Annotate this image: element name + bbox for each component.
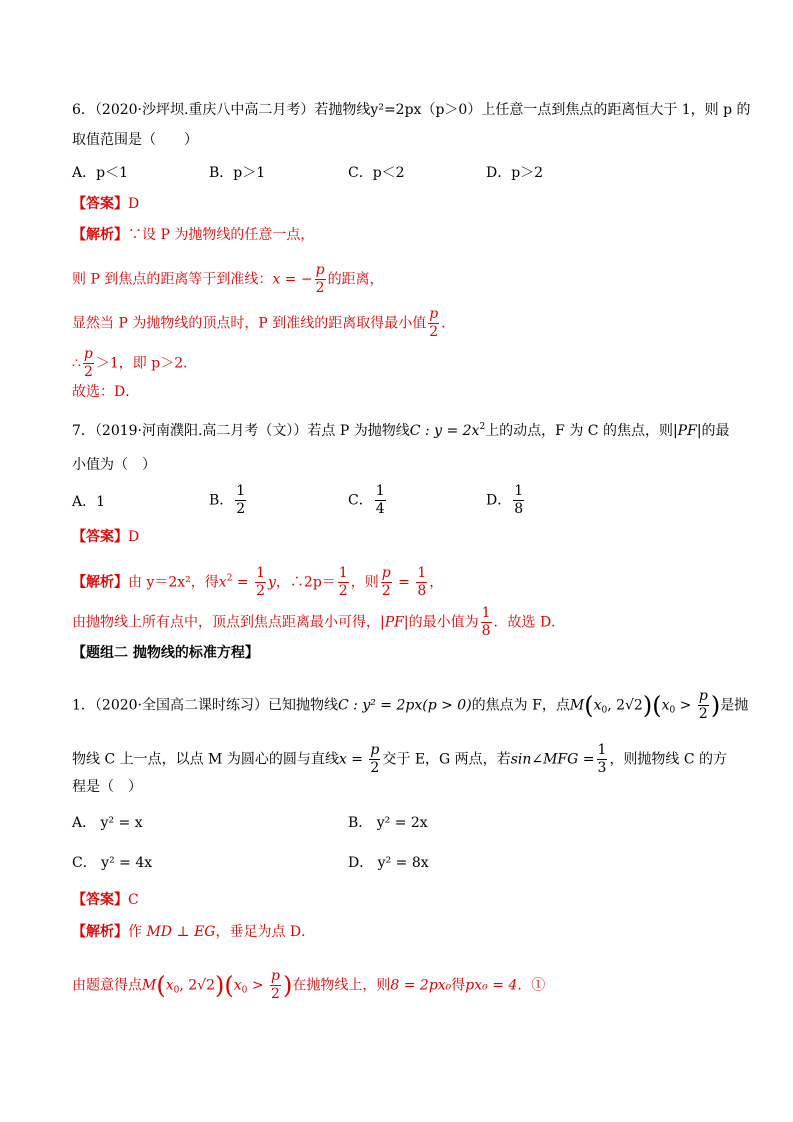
q7-analysis-line2: 由抛物线上所有点中，顶点到焦点距离最小可得，|PF|的最小值为 $\frac{1}{8}$ ．故选 D．: [72, 605, 566, 639]
q1-answer-line: [72, 890, 139, 910]
q6-answer-line: [72, 194, 139, 214]
q7-stem-line1: 7．（2019·河南濮阳.高二月考（文））若点 P 为抛物线C : $y = 2x^2$上的动点，F 为 C 的焦点，则|PF|的最: [72, 422, 730, 439]
q1-analysis-line2: 由题意得点$M(x_0$, $2√2)(x_0$ > $\frac{p}{2}$ )在抛物线上，则8 = 2px₀得px₀ = 4．①: [72, 968, 546, 1002]
q6-option-b: B．p＞1: [209, 165, 266, 181]
math-expr: sin∠MFG =: [510, 751, 595, 768]
q6-analysis-line2: [72, 262, 384, 297]
text: 由题意得点: [72, 977, 142, 994]
q6-option-a: A．p＜1: [72, 165, 128, 181]
q6-analysis-line5: 故选：D．: [72, 384, 140, 400]
q1-option-d: D． y² = 8x: [348, 855, 429, 871]
text: 1．（2020·全国高二课时练习）已知抛物线: [72, 697, 338, 714]
text: 由抛物线上所有点中，顶点到焦点距离最小可得，: [72, 614, 380, 631]
q7-answer-line: [72, 527, 139, 547]
q6-option-c: C．p＜2: [348, 165, 405, 181]
text: 则 P 到焦点的距离等于到准线：: [72, 271, 273, 288]
group-title: 【题组二 抛物线的标准方程】: [72, 645, 259, 661]
text: 作: [128, 924, 142, 940]
analysis-tag: 【解析】: [72, 574, 128, 591]
text: 7．（2019·河南濮阳.高二月考（文））若点 P 为抛物线: [72, 423, 410, 439]
math-expr: px₀ = 4: [465, 977, 518, 994]
text: 得: [451, 977, 466, 994]
fraction: $\frac{p}{2}$: [315, 262, 325, 296]
q1-option-b: B． y² = 2x: [348, 815, 428, 831]
text: ，∴2p＝: [275, 574, 336, 591]
q1-option-c: C． y² = 4x: [72, 855, 153, 871]
q6-analysis-line3: [72, 306, 446, 341]
text: 的焦点为 F，点: [471, 697, 570, 714]
fraction: $\frac{p}{2}$: [429, 306, 439, 340]
q6-analysis-line1: [72, 225, 314, 245]
answer-value: D: [128, 196, 140, 212]
q1-stem-line3: 程是（ ）: [72, 779, 142, 795]
q1-stem-line2: 物线 C 上一点，以点 M 为圆心的圆与直线x = $\frac{p}{2}$ 交于 E，G 两点，若sin∠MFG = $\frac{1}{3}$ ，则抛物线 C 的方: [72, 742, 728, 776]
q7-option-a: A．1: [72, 494, 106, 510]
answer-tag: 【答案】: [72, 196, 128, 212]
q7-option-d: D． $\frac{1}{8}$: [486, 483, 524, 517]
analysis-tag: 【解析】: [72, 227, 128, 243]
text: 的距离，: [327, 271, 384, 288]
text: 由 y＝2x²，得: [128, 574, 219, 591]
q1-analysis-line1: [72, 922, 315, 942]
text: F 为 C 的焦点，则: [555, 423, 673, 439]
q6-stem-line2: 取值范围是（ ）: [72, 132, 198, 148]
text: ，: [429, 574, 444, 591]
answer-value: D: [128, 529, 140, 545]
text: ，垂足为点 D．: [215, 924, 316, 940]
answer-tag: 【答案】: [72, 892, 128, 908]
q7-analysis-line1: 【解析】由 y＝2x²，得$x^2$ = $\frac{1}{2}$ y，∴2p＝ $\frac{1}{2}$ ，则 $\frac{p}{2}$ = $\frac{1}{8}$ ，: [72, 565, 444, 599]
text: ，则抛物线 C 的方: [609, 751, 728, 768]
exponent: 2: [479, 422, 486, 432]
analysis-tag: 【解析】: [72, 924, 128, 940]
q6-option-d: D．p＞2: [486, 165, 544, 181]
text: ＞1，即 p＞2．: [95, 355, 198, 372]
text: .: [441, 315, 446, 332]
text: 上的动点，: [485, 423, 556, 439]
q1-stem-line1: 1．（2020·全国高二课时练习）已知抛物线C : y² = 2px(p > 0)的焦点为 F，点$M(x_0$, $2√2)(x_0$ > $\frac{p}{2}$ )是抛: [72, 688, 749, 722]
text: 是抛: [720, 697, 749, 714]
text: ，则: [350, 574, 379, 591]
q6-analysis-line4: [72, 346, 197, 381]
text: ．故选 D．: [493, 614, 566, 631]
math-expr: x = −: [272, 271, 313, 288]
text: 的最: [701, 423, 730, 439]
text: 的最小值为: [408, 614, 479, 631]
answer-value: C: [128, 892, 139, 908]
text: ∴: [72, 355, 81, 372]
q1-option-a: A． y² = x: [72, 815, 143, 831]
q7-option-c: C． $\frac{1}{4}$: [348, 483, 385, 517]
answer-tag: 【答案】: [72, 529, 128, 545]
text: 交于 E，G 两点，若: [382, 751, 511, 768]
text: 物线 C 上一点，以点 M 为圆心的圆与直线: [72, 751, 339, 768]
math-expr: 8 = 2px₀: [390, 977, 452, 994]
q7-option-b: B． $\frac{1}{2}$: [209, 483, 246, 517]
math-expr: C : y = 2x: [409, 423, 480, 439]
text: ．①: [517, 977, 546, 994]
q6-stem-line1: 6．（2020·沙坪坝.重庆八中高二月考）若抛物线y²=2px（p＞0）上任意一点到焦点的距离恒大于 1，则 p 的: [72, 102, 751, 118]
analysis-text: ∵设 P 为抛物线的任意一点，: [128, 227, 315, 243]
fraction: $\frac{p}{2}$: [83, 346, 93, 380]
text: 显然当 P 为抛物线的顶点时，P 到准线的距离取得最小值: [72, 315, 427, 332]
q7-stem-line2: 小值为（ ）: [72, 457, 156, 473]
math-expr: MD ⊥ EG: [146, 924, 216, 940]
math-expr: C : y² = 2px(p > 0): [338, 697, 472, 714]
text: 在抛物线上，则: [292, 977, 391, 994]
